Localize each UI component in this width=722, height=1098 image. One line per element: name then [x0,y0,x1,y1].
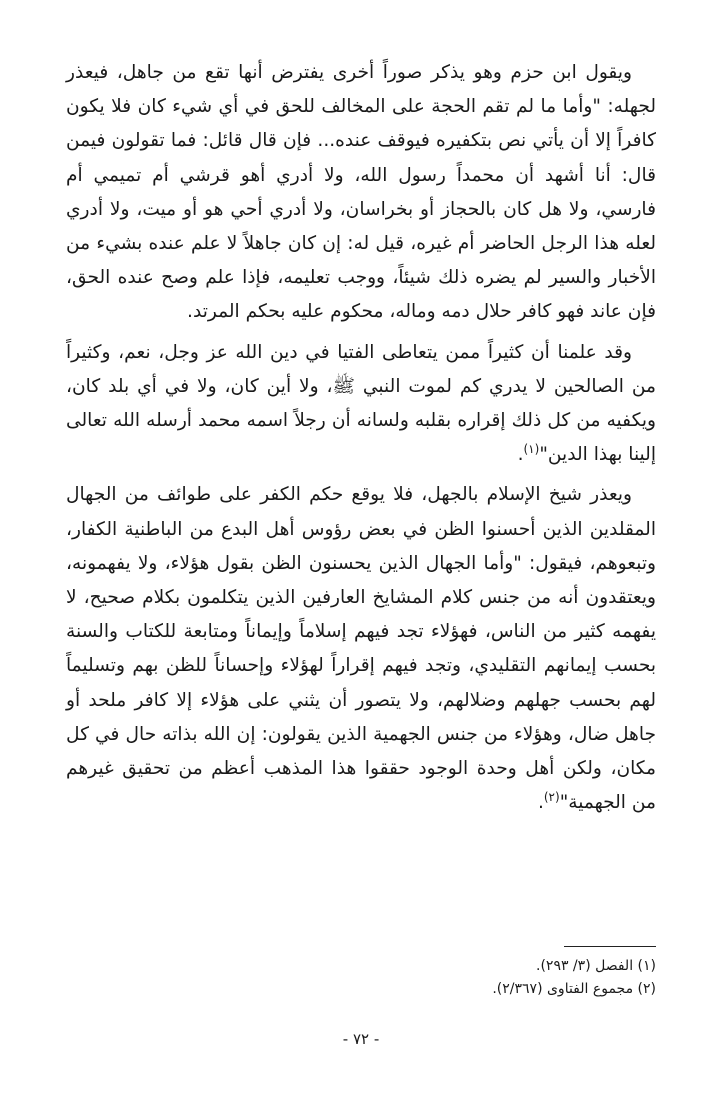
footnote-ref-2[interactable]: (٢) [543,790,560,805]
paragraph-3-text: ويعذر شيخ الإسلام بالجهل، فلا يوقع حكم الكفر على طوائف من الجهال المقلدين الذين أحسنوا الظن في بعض رؤوس أهل البدع من الباطنية الكفار، وتبعوهم، فيقول: "وأما الجهال الذين يحسنون الظن بقول هؤلاء، ولا يفهمونه، ويعتقدون أنه من جنس كلام المشايخ العارفين الذين يتكلمون بكلام صحيح، لا يفهمه كثير من الناس، فهؤلاء تجد فيهم إسلاماً وإيماناً ومتابعة للكتاب والسنة بحسب إيمانهم التقليدي، وتجد فيهم إقراراً لهؤلاء وإحساناً للظن بهم وتسليماً لهم بحسب جهلهم وضلالهم، ولا يتصور أن يثني على هؤلاء إلا كافر ملحد أو جاهل ضال، وهؤلاء من جنس الجهمية الذين يقولون: إن الله بذاته حال في كل مكان، ولكن أهل وحدة الوجود حققوا هذا المذهب أعظم من تحقيق غيرهم من الجهمية" [66,484,656,814]
page-number: - ٧٢ - [342,1030,380,1048]
footnote-separator [564,946,656,947]
paragraph-3-tail: . [537,792,544,814]
footnote-1: (١) الفصل (٣/ ٢٩٣). [536,958,656,974]
paragraph-1-text: ويقول ابن حزم وهو يذكر صوراً أخرى يفترض أنها تقع من جاهل، فيعذر لجهله: "وأما ما لم تقم الحجة على المخالف للحق في أي شيء كان فلا يكون كافراً إلا أن يأتي نص بتكفيره فيوقف عنده... فإن قال قائل: فما تقولون فيمن قال: أنا أشهد أن محمداً رسول الله، ولا أدري أهو قرشي أم تميمي أم فارسي، ولا هل كان بالحجاز أو بخراسان، ولا أدري أحي هو أو ميت، ولا أدري لعله هذا الرجل الحاضر أم غيره، قيل له: إن كان جاهلاً لا علم عنده بشيء من الأخبار والسير لم يضره ذلك شيئاً، ووجب تعليمه، فإذا علم وصح عنده الحق، فإن عاند فهو كافر حلال دمه وماله، محكوم عليه بحكم المرتد. [66,62,656,323]
paragraph-3 [66,478,656,820]
page-body [66,56,656,826]
footnote-ref-1[interactable]: (١) [523,442,540,457]
paragraph-2-tail: . [517,444,524,466]
paragraph-2-text: وقد علمنا أن كثيراً ممن يتعاطى الفتيا في دين الله عز وجل، نعم، وكثيراً من الصالحين لا يدري كم لموت النبي ﷺ، ولا أين كان، ولا في أي بلد كان، ويكفيه من كل ذلك إقراره بقلبه ولسانه أن رجلاً اسمه محمد أرسله الله تعالى إلينا بهذا الدين" [66,341,656,466]
footnotes [66,955,656,1001]
paragraph-1 [66,56,656,330]
paragraph-2 [66,336,656,473]
footnote-2: (٢) مجموع الفتاوى (٢/٣٦٧). [492,981,656,997]
